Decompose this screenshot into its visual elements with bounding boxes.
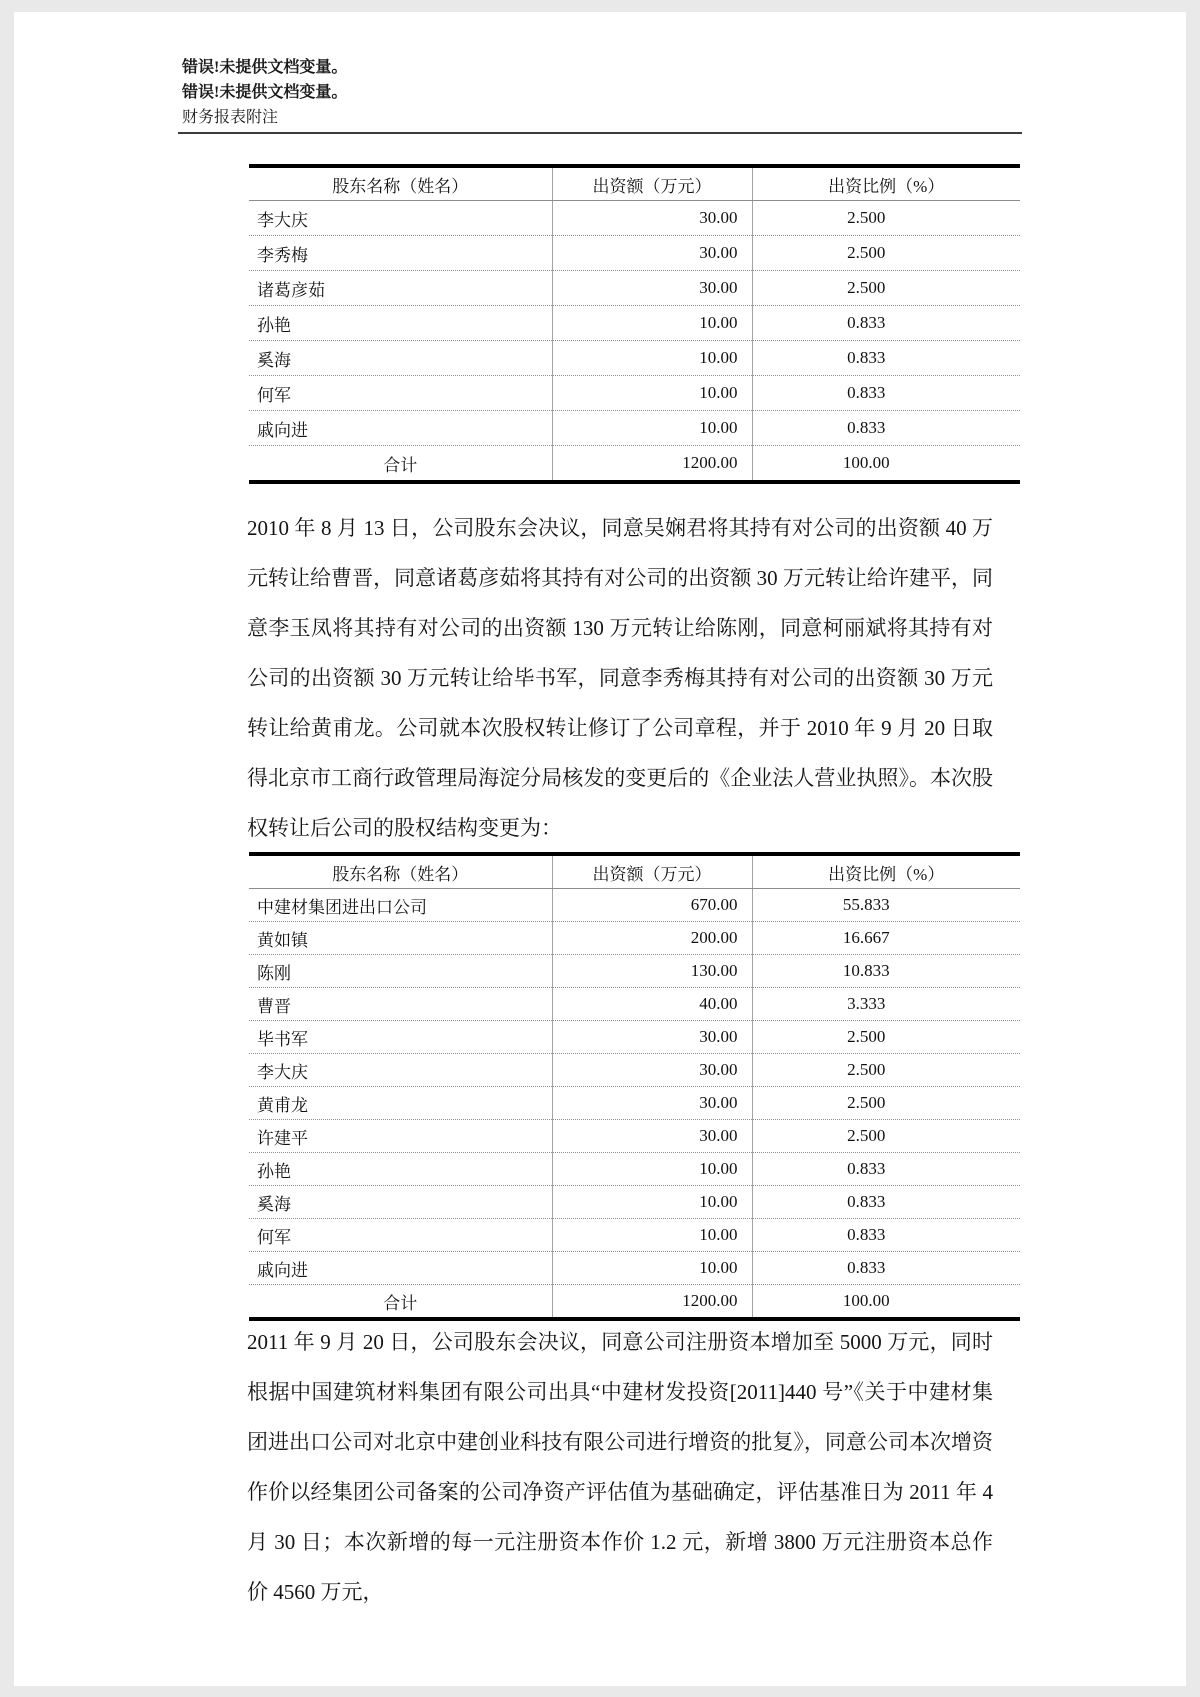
contribution-amount: 30.00 [552, 236, 752, 271]
shareholder-name: 许建平 [249, 1120, 552, 1153]
column-header: 出资比例（%） [752, 166, 1020, 201]
section-title: 财务报表附注 [182, 109, 279, 126]
header-error-line-2: 错误!未提供文档变量。 [182, 84, 348, 101]
contribution-ratio: 2.500 [752, 1120, 1020, 1153]
table-row [249, 889, 1020, 922]
contribution-amount: 130.00 [552, 955, 752, 988]
contribution-amount: 30.00 [552, 201, 752, 236]
shareholder-name: 奚海 [249, 1186, 552, 1219]
contribution-amount: 30.00 [552, 1120, 752, 1153]
document-page [14, 12, 1186, 1686]
contribution-ratio: 3.333 [752, 988, 1020, 1021]
total-amount: 1200.00 [552, 446, 752, 483]
shareholder-name: 戚向进 [249, 411, 552, 446]
contribution-amount: 10.00 [552, 1219, 752, 1252]
table-row [249, 1186, 1020, 1219]
contribution-ratio: 10.833 [752, 955, 1020, 988]
table-row [249, 955, 1020, 988]
contribution-ratio: 0.833 [752, 1153, 1020, 1186]
contribution-ratio: 55.833 [752, 889, 1020, 922]
table2-header-row [249, 854, 1020, 889]
total-label: 合计 [383, 455, 418, 475]
total-label: 合计 [383, 1293, 418, 1313]
contribution-amount: 10.00 [552, 376, 752, 411]
shareholder-name: 李大庆 [249, 1054, 552, 1087]
contribution-ratio: 2.500 [752, 271, 1020, 306]
contribution-amount: 10.00 [552, 341, 752, 376]
table-row [249, 201, 1020, 236]
table-row [249, 341, 1020, 376]
contribution-amount: 10.00 [552, 1153, 752, 1186]
shareholder-name: 何军 [249, 1219, 552, 1252]
contribution-ratio: 2.500 [752, 1021, 1020, 1054]
shareholder-name: 陈刚 [249, 955, 552, 988]
contribution-amount: 30.00 [552, 271, 752, 306]
shareholder-name: 诸葛彦茹 [249, 271, 552, 306]
shareholder-name: 中建材集团进出口公司 [249, 889, 552, 922]
contribution-amount: 670.00 [552, 889, 752, 922]
column-header: 出资额（万元） [552, 854, 752, 889]
table-row [249, 1219, 1020, 1252]
contribution-ratio: 0.833 [752, 341, 1020, 376]
table-row [249, 1021, 1020, 1054]
contribution-amount: 10.00 [552, 1186, 752, 1219]
contribution-ratio: 0.833 [752, 1186, 1020, 1219]
shareholder-name: 李秀梅 [249, 236, 552, 271]
shareholder-name: 曹晋 [249, 988, 552, 1021]
table-row [249, 922, 1020, 955]
table-row [249, 1054, 1020, 1087]
contribution-ratio: 0.833 [752, 376, 1020, 411]
shareholder-table-2 [249, 852, 1020, 1321]
total-amount: 1200.00 [552, 1285, 752, 1320]
contribution-ratio: 2.500 [752, 201, 1020, 236]
table-row [249, 376, 1020, 411]
table-row [249, 1087, 1020, 1120]
shareholder-table-1 [249, 164, 1020, 484]
column-header: 股东名称（姓名） [249, 854, 552, 889]
shareholder-name: 奚海 [249, 341, 552, 376]
contribution-amount: 30.00 [552, 1087, 752, 1120]
contribution-amount: 10.00 [552, 411, 752, 446]
contribution-ratio: 2.500 [752, 1054, 1020, 1087]
contribution-amount: 10.00 [552, 306, 752, 341]
header-rule [178, 132, 1022, 134]
shareholder-name: 戚向进 [249, 1252, 552, 1285]
paragraph-capital-increase-2011: 2011 年 9 月 20 日，公司股东会决议，同意公司注册资本增加至 5000 万元，同时根据中国建筑材料集团有限公司出具“中建材发投资[2011]440 号”《关于中建材集团进出口公司对北京中建创业科技有限公司进行增资的批复》，同意公司本次增资作价以经集团公司备案的公司净资产评估值为基础确定，评估基准日为 2011 年 4 月 30 日；本次新增的每一元注册资本作价 1.2 元，新增 3800 万元注册资本总作价 4560 万元， [247, 1330, 993, 1604]
contribution-ratio: 2.500 [752, 1087, 1020, 1120]
table-row [249, 988, 1020, 1021]
contribution-ratio: 0.833 [752, 1219, 1020, 1252]
shareholder-name: 何军 [249, 376, 552, 411]
paragraph-equity-transfer-2010: 2010 年 8 月 13 日，公司股东会决议，同意吴娴君将其持有对公司的出资额 40 万元转让给曹晋，同意诸葛彦茹将其持有对公司的出资额 30 万元转让给许建平，同意李玉凤将其持有对公司的出资额 130 万元转让给陈刚，同意柯丽斌将其持有对公司的出资额 30 万元转让给毕书军，同意李秀梅其持有对公司的出资额 30 万元转让给黄甫龙。公司就本次股权转让修订了公司章程，并于 2010 年 9 月 20 日取得北京市工商行政管理局海淀分局核发的变更后的《企业法人营业执照》。本次股权转让后公司的股权结构变更为： [247, 516, 993, 840]
table-row [249, 236, 1020, 271]
total-ratio: 100.00 [752, 1285, 1020, 1320]
column-header: 出资额（万元） [552, 166, 752, 201]
column-header: 股东名称（姓名） [249, 166, 552, 201]
shareholder-name: 毕书军 [249, 1021, 552, 1054]
table-row [249, 1153, 1020, 1186]
table2-total-row [249, 1285, 1020, 1320]
shareholder-name: 黄如镇 [249, 922, 552, 955]
contribution-ratio: 16.667 [752, 922, 1020, 955]
contribution-ratio: 0.833 [752, 411, 1020, 446]
table-row [249, 411, 1020, 446]
contribution-ratio: 0.833 [752, 1252, 1020, 1285]
header-error-line-1: 错误!未提供文档变量。 [182, 59, 348, 76]
shareholder-name: 李大庆 [249, 201, 552, 236]
contribution-ratio: 2.500 [752, 236, 1020, 271]
table-row [249, 1120, 1020, 1153]
table-row [249, 306, 1020, 341]
table1-header-row [249, 166, 1020, 201]
column-header: 出资比例（%） [752, 854, 1020, 889]
contribution-amount: 10.00 [552, 1252, 752, 1285]
table-row [249, 1252, 1020, 1285]
contribution-amount: 40.00 [552, 988, 752, 1021]
table-row [249, 271, 1020, 306]
table1-total-row [249, 446, 1020, 483]
shareholder-name: 孙艳 [249, 1153, 552, 1186]
shareholder-name: 孙艳 [249, 306, 552, 341]
shareholder-name: 黄甫龙 [249, 1087, 552, 1120]
contribution-amount: 30.00 [552, 1054, 752, 1087]
contribution-ratio: 0.833 [752, 306, 1020, 341]
total-ratio: 100.00 [752, 446, 1020, 483]
contribution-amount: 200.00 [552, 922, 752, 955]
contribution-amount: 30.00 [552, 1021, 752, 1054]
